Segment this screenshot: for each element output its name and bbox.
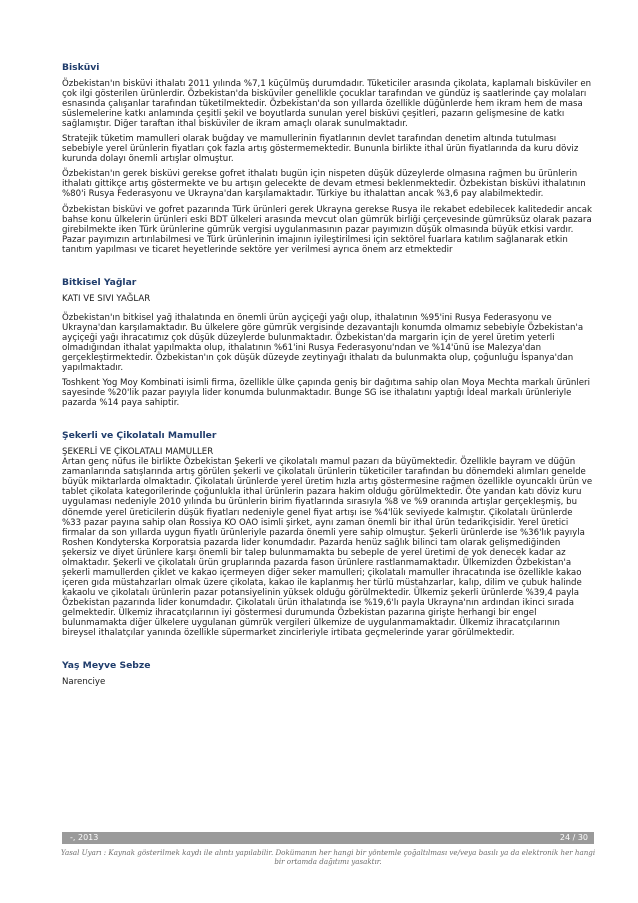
document-body (62, 62, 594, 696)
paragraph: Özbekistan'ın gerek bisküvi gerekse gofret ithalatı bugün için nispeten düşük düzeylerde olmasına rağmen bu ürünlerin ithalatı gittikçe artış göstermekte ve bu artışın gelecekte de devam etmesi beklenmektedir. Özbekistan bisküvi ithalatının %80'i Rusya Federasyonu ve Ukrayna'dan karşılamaktadır. Türkiye bu ithalattan ancak %3,6 pay alabilmektedir. (62, 169, 586, 200)
paragraph: Özbekistan'ın bitkisel yağ ithalatında en önemli ürün ayçiçeği yağı olup, ithalatının %95'ini Rusya Federasyonu ve Ukrayna'dan karşılamaktadır. Bu ülkelere göre gümrük vergisinde dezavantajlı konumda olmamız sebebiyle Özbekistan'a ayçiçeği yağı ihracatımız çok düşük düzeylerde bulunmaktadır. Özbekistan'da margarin için de yerel üretim yeterli olmadığından ithalat yapılmakta olup, ithalatının %61'ini Rusya Federasyonu'ndan ve %14'ünü ise Malezya'dan gerçekleştirmektedir. Özbekistan'ın çok düşük düzeyde zeytinyağı ithalatı da bulunmakta olup, çoğunluğu İspanya'dan yapılmaktadır. (62, 312, 584, 374)
page-number: 24 / 30 (559, 833, 588, 842)
footer-date: -, 2013 (70, 833, 99, 842)
section-title-bitkisel-yaglar: Bitkisel Yağlar (62, 276, 137, 288)
section-title-yas-meyve-sebze: Yaş Meyve Sebze (62, 660, 151, 672)
paragraph: Toshkent Yog Moy Kombinati isimli firma, özellikle ülke çapında geniş bir dağıtıma sahip olan Moya Mechta markalı ürünleri sayesinde %20'lik pazar payıyla lider konumda bulunmaktadır. Bunge SG ise ithalatını yaptığı İdeal markalı ürünleriyle pazarda %14 paya sahiptir. (62, 378, 590, 409)
legal-notice: Yasal Uyarı : Kaynak gösterilmek kaydı ile alıntı yapılabilir. Dokümanın her hangi bir yöntemle çoğaltılması ve/veya basılı ya da elektronik her hangi bir ortamda dağıtımı yasaktır. (60, 848, 596, 866)
paragraph: Artan genç nüfus ile birlikte Özbekistan Şekerli ve çikolatalı mamul pazarı da büyümektedir. Özellikle bayram ve düğün zamanlarında satışlarında artış görülen şekerli ve çikolatalı ürünlerin tüketiciler tarafından bu dönemdeki alımları genelde büyük miktarlarda olmaktadır. Çikolatalı ürünlerde yerel üretim hızla artış göstermesine rağmen özellikle oyuncaklı ürün ve tablet çikolata kategorilerinde çoğunlukla ithal ürünlerin pazara hakim olduğu görülmektedir. Öte yandan katı döviz kuru uygulaması nedeniyle 2010 yılında bu ürünlerin birim fiyatlarında sırasıyla %8 ve %9 oranında artışlar gerçekleşmiş, bu dönemde yerel üreticilerin düşük fiyatları nedeniyle genel fiyat artışı ise %4'lük seviyede kalmıştır. Çikolatalı ürünlerde %33 pazar payına sahip olan Rossiya KO OAO isimli şirket, aynı zaman önemli bir ithal ürün tedarikçisidir. Yerel üretici firmalar da son yıllarda uygun fiyatlı ürünleriyle pazarda önemli yere sahip olmuştur. Şekerli ürünlerde ise %36'lık payıyla Roshen Kondyterska Korporatsia pazarda lider konumdadır. Pazarda henüz sağlık bilinci tam olarak gelişmediğinden şekersiz ve diyet ürünlere karşı önemli bir talep bulunmamakta bu sebeple de yerel üretimi de yok denecek kadar az olmaktadır. Şekerli ve çikolatalı ürün gruplarında pazarda fason ürünlere rastlanmamaktadır. Ülkemizden Özbekistan'a şekerli mamullerden çiklet ve kakao içermeyen diğer seker mamulleri; çikolatalı mamuller ihracatında ise özellikle kakao içeren gıda müstahzarları olmak üzere çikolata, kakao ile kaplanmış her türlü müstahzarlar, kalıp, dilim ve çubuk halinde kakaolu ve çikolatalı ürünlerin pazar potansiyelinin yüksek olduğu görülmektedir. Ülkemiz şekerli ürünlerde %39,4 payla Özbekistan pazarında lider konumdadır. Çikolatalı ürün ithalatında ise %19,6'lı payla Ukrayna'nın ardından ikinci sırada gelmektedir. Ülkemiz ihracatçılarının iyi göstermesi durumunda Özbekistan pazarına girişte herhangi bir engel bulunmamakta diğer ülkelere uygulanan gümrük vergileri ülkemize de uygulanmamaktadır. Ülkemiz ihracatçılarının bireysel ithalatçılar yanında özellikle süpermarket zincirleriyle irtibata geçmelerinde yarar görülmektedir. (62, 457, 593, 639)
page-footer-bar (62, 832, 594, 844)
paragraph: Özbekistan'ın bisküvi ithalatı 2011 yılında %7,1 küçülmüş durumdadır. Tüketiciler arasında çikolata, kaplamalı bisküviler en çok ilgi gösterilen ürünlerdir. Özbekistan'da bisküviler genellikle çocuklar tarafından ve gündüz iş saatlerinde çay molaları esnasında çalışanlar tarafından tüketilmektedir. Özbekistan'da son yıllarda özellikle düğünlerde hem ikram hem de masa süslemelerine katkı anlamında çeşitli şekil ve boyutlarda sunulan yerel bisküvi çeşitleri, pazarın gelişmesine de katkı sağlamıştır. Diğer taraftan ithal bisküviler de ikram amaçlı olarak sunulmaktadır. (62, 79, 592, 130)
section-subtitle: KATI VE SIVI YAĞLAR (62, 293, 151, 304)
section-subtitle: Narenciye (62, 677, 106, 688)
section-title-biskuvi: Bisküvi (62, 62, 100, 73)
section-subtitle: ŞEKERLİ VE ÇİKOLATALI MAMULLER (62, 447, 214, 458)
section-title-sekerli-cikolatali: Şekerli ve Çikolatalı Mamuller (62, 430, 217, 442)
paragraph: Özbekistan bisküvi ve gofret pazarında Türk ürünleri gerek Ukrayna gerekse Rusya ile rekabet edebilecek kalitededir ancak bahse konu ülkelerin ürünleri eski BDT ülkeleri arasında mevcut olan gümrük birliği çerçevesinde gümrüksüz olarak pazara girebilmekte iken Türk ürünlerine gümrük vergisi uygulanmasının pazar payımızın düşük olmasında büyük etkisi vardır. Pazar payımızın artırılabilmesi ve Türk ürünlerinin imajının iyileştirilmesi için sektörel fuarlara katılım sağlanarak etkin tanıtım yapılması ve ticaret heyetlerinde sektöre yer verilmesi ayrıca önem arz etmektedir (62, 204, 593, 255)
paragraph: Stratejik tüketim mamulleri olarak buğday ve mamullerinin fiyatlarının devlet tarafından denetim altında tutulması sebebiyle yerel ürünlerin fiyatları çok fazla artış göstermemektedir. Bununla birlikte ithal ürün fiyatlarında da kuru döviz kurunda dolayı önemli artışlar olmuştur. (62, 134, 579, 165)
